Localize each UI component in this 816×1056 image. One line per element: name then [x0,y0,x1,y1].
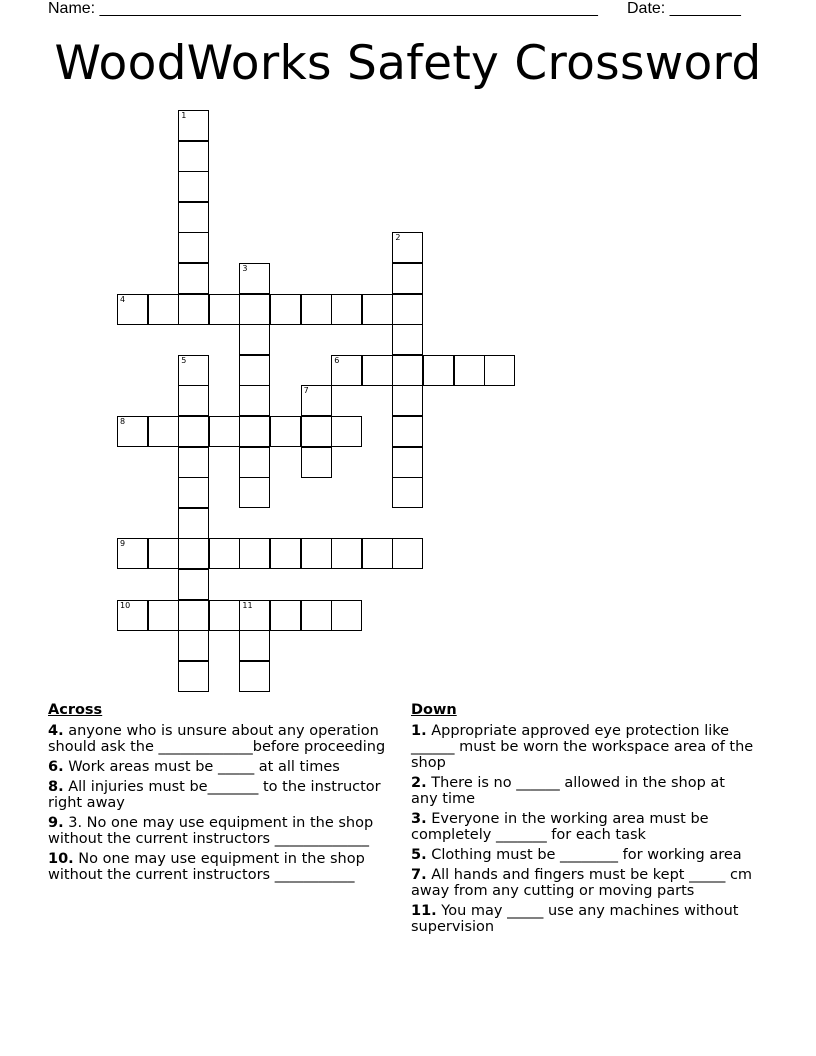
crossword-cell[interactable] [270,538,301,569]
clue-number-label: 8 [120,417,126,426]
crossword-cell[interactable] [392,294,423,325]
crossword-cell[interactable] [270,416,301,447]
crossword-cell[interactable] [178,477,209,508]
clue-number: 2. [411,775,427,791]
across-heading: Across [48,702,103,718]
down-clue [411,775,756,807]
crossword-cell[interactable] [178,141,209,172]
crossword-cell[interactable] [392,538,423,569]
across-clue [48,779,393,811]
clue-number: 6. [48,759,64,775]
crossword-cell[interactable] [331,294,362,325]
down-clue [411,903,756,935]
crossword-cell[interactable] [178,600,209,631]
clue-number: 5. [411,847,427,863]
crossword-cell[interactable] [178,416,209,447]
crossword-cell[interactable] [392,355,423,386]
crossword-cell[interactable] [178,110,209,141]
clue-text: There is no ______ allowed in the shop at any time [411,775,725,807]
clue-number-label: 3 [242,264,248,273]
crossword-cell[interactable] [239,630,270,661]
clue-text: Clothing must be ________ for working area [431,847,742,863]
crossword-cell[interactable] [148,294,179,325]
crossword-cell[interactable] [331,416,362,447]
down-clues [411,702,756,939]
crossword-cell[interactable] [178,538,209,569]
clue-text: No one may use equipment in the shop without the current instructors ___________ [48,851,365,883]
clue-number: 11. [411,903,437,919]
clue-number: 3. [411,811,427,827]
clue-text: You may _____ use any machines without supervision [411,903,739,935]
crossword-cell[interactable] [331,538,362,569]
crossword-cell[interactable] [362,538,393,569]
crossword-cell[interactable] [392,447,423,478]
clue-number: 7. [411,867,427,883]
crossword-cell[interactable] [178,630,209,661]
crossword-cell[interactable] [454,355,485,386]
crossword-cell[interactable] [392,232,423,263]
clue-text: Work areas must be _____ at all times [68,759,340,775]
crossword-cell[interactable] [117,294,148,325]
crossword-cell[interactable] [392,263,423,294]
crossword-cell[interactable] [239,600,270,631]
crossword-cell[interactable] [239,324,270,355]
across-clues [48,702,393,887]
crossword-cell[interactable] [178,355,209,386]
crossword-cell[interactable] [301,600,332,631]
crossword-cell[interactable] [301,447,332,478]
clue-text: Appropriate approved eye protection like ______ must be worn the workspace area of the shop [411,723,754,771]
crossword-cell[interactable] [423,355,454,386]
crossword-cell[interactable] [178,294,209,325]
down-clue [411,847,756,863]
crossword-cell[interactable] [239,538,270,569]
clue-number-label: 6 [334,355,340,365]
date-field-line: Date: ________ [627,0,741,17]
crossword-cell[interactable] [178,232,209,263]
down-clue [411,723,756,771]
crossword-cell[interactable] [209,600,240,631]
clue-number-label: 4 [120,294,126,304]
crossword-cell[interactable] [209,416,240,447]
clue-number-label: 2 [395,233,401,243]
across-clue [48,723,393,755]
clue-number-label: 9 [120,539,126,549]
crossword-cell[interactable] [117,538,148,569]
crossword-cell[interactable] [239,447,270,478]
clue-number: 9. [48,815,64,831]
clue-text: All injuries must be_______ to the instructor right away [48,779,381,811]
name-field-line: Name: ________________________________________________________ [48,0,598,17]
clue-number: 1. [411,723,427,739]
clue-text: anyone who is unsure about any operation should ask the _____________before proceeding [48,723,386,755]
crossword-cell[interactable] [117,600,148,631]
crossword-cell[interactable] [178,569,209,600]
down-heading: Down [411,702,457,718]
crossword-cell[interactable] [178,661,209,692]
crossword-cell[interactable] [484,355,515,386]
crossword-cell[interactable] [178,171,209,202]
crossword-cell[interactable] [178,508,209,539]
crossword-cell[interactable] [392,385,423,416]
crossword-cell[interactable] [178,263,209,294]
down-clue [411,811,756,843]
clue-number-label: 10 [120,600,131,610]
crossword-cell[interactable] [148,600,179,631]
crossword-cell[interactable] [148,538,179,569]
crossword-cell[interactable] [148,416,179,447]
crossword-cell[interactable] [117,416,148,447]
crossword-cell[interactable] [270,294,301,325]
clue-number: 8. [48,779,64,795]
crossword-cell[interactable] [239,661,270,692]
crossword-cell[interactable] [209,294,240,325]
crossword-cell[interactable] [270,600,301,631]
clue-number-label: 5 [181,355,187,365]
crossword-cell[interactable] [331,355,362,386]
clue-number: 10. [48,851,74,867]
crossword-cell[interactable] [392,477,423,508]
crossword-cell[interactable] [301,416,332,447]
crossword-cell[interactable] [331,600,362,631]
crossword-cell[interactable] [239,355,270,386]
clue-text: Everyone in the working area must be completely _______ for each task [411,811,709,843]
crossword-cell[interactable] [301,538,332,569]
crossword-cell[interactable] [239,294,270,325]
clue-text: 3. No one may use equipment in the shop without the current instructors _____________ [48,815,374,847]
across-clue [48,759,393,775]
across-clue [48,851,393,883]
crossword-cell[interactable] [301,385,332,416]
clue-text: All hands and fingers must be kept _____ cm away from any cutting or moving parts [411,867,753,899]
crossword-cell[interactable] [239,385,270,416]
page-title: WoodWorks Safety Crossword [54,36,762,91]
crossword-cell[interactable] [178,202,209,233]
crossword-cell[interactable] [301,294,332,325]
crossword-cell[interactable] [362,294,393,325]
crossword-cell[interactable] [178,447,209,478]
clue-number-label: 7 [303,386,309,396]
across-clue [48,815,393,847]
clue-number-label: 1 [181,111,187,120]
crossword-cell[interactable] [178,385,209,416]
clue-number-label: 11 [242,600,253,610]
crossword-cell[interactable] [239,263,270,294]
crossword-cell[interactable] [362,355,393,386]
clue-number: 4. [48,723,64,739]
crossword-cell[interactable] [239,477,270,508]
crossword-cell[interactable] [209,538,240,569]
crossword-cell[interactable] [392,324,423,355]
down-clue [411,867,756,899]
crossword-cell[interactable] [392,416,423,447]
crossword-cell[interactable] [239,416,270,447]
